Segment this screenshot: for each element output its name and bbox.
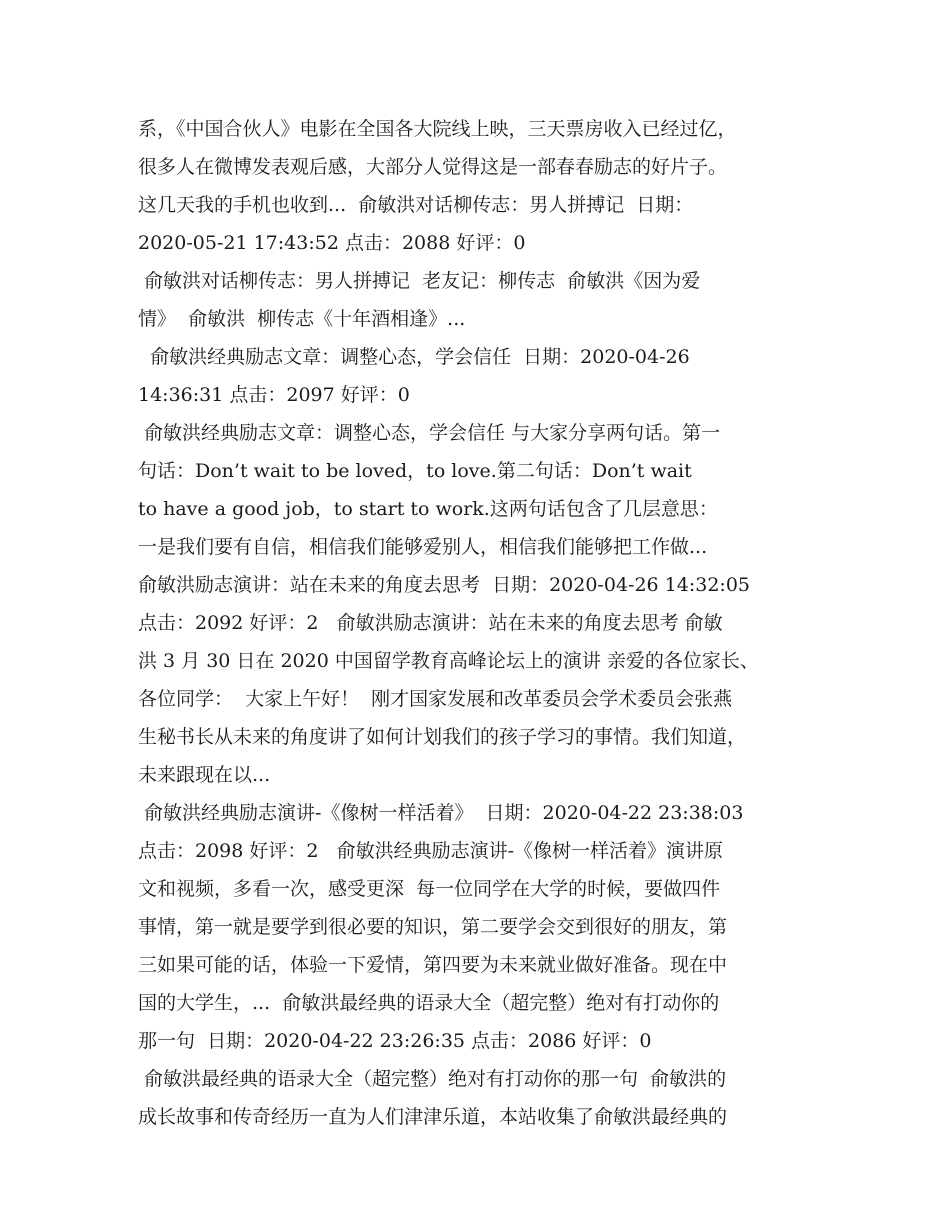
text-line: 国的大学生，... 俞敏洪最经典的语录大全（超完整）绝对有打动你的 xyxy=(138,992,720,1014)
text-line: 情》 俞敏洪 柳传志《十年酒相逢》... xyxy=(138,308,466,330)
text-line: 三如果可能的话，体验一下爱情，第四要为未来就业做好准备。现在中 xyxy=(138,954,728,976)
text-line: 俞敏洪经典励志演讲-《像树一样活着》 日期：2020-04-22 23:38:03 xyxy=(138,802,744,824)
text-line: 这几天我的手机也收到... 俞敏洪对话柳传志：男人拼搏记 日期： xyxy=(138,194,694,216)
text-line: 成长故事和传奇经历一直为人们津津乐道，本站收集了俞敏洪最经典的 xyxy=(138,1106,728,1128)
text-line: 句话：Don’t wait to be loved，to love.第二句话：Don’t wait xyxy=(138,460,692,482)
text-line: 一是我们要有自信，相信我们能够爱别人，相信我们能够把工作做... xyxy=(138,536,708,558)
text-line: 俞敏洪经典励志文章：调整心态，学会信任 日期：2020-04-26 xyxy=(138,346,690,368)
text-line: 生秘书长从未来的角度讲了如何计划我们的孩子学习的事情。我们知道， xyxy=(138,726,747,748)
text-line: 各位同学： 大家上午好！ 刚才国家发展和改革委员会学术委员会张燕 xyxy=(138,688,733,710)
text-line: 俞敏洪经典励志文章：调整心态，学会信任 与大家分享两句话。第一 xyxy=(138,422,721,444)
text-line: 点击：2092 好评：2 俞敏洪励志演讲：站在未来的角度去思考 俞敏 xyxy=(138,612,723,634)
text-line: 俞敏洪励志演讲：站在未来的角度去思考 日期：2020-04-26 14:32:05 xyxy=(138,574,750,596)
text-line: 俞敏洪对话柳传志：男人拼搏记 老友记：柳传志 俞敏洪《因为爱 xyxy=(138,270,701,292)
text-line: 很多人在微博发表观后感，大部分人觉得这是一部春春励志的好片子。 xyxy=(138,156,728,178)
text-line: 那一句 日期：2020-04-22 23:26:35 点击：2086 好评：0 xyxy=(138,1030,652,1052)
text-line: 洪 3 月 30 日在 2020 中国留学教育高峰论坛上的演讲 亲爱的各位家长、 xyxy=(138,650,759,672)
text-line: 14:36:31 点击：2097 好评：0 xyxy=(138,384,410,406)
text-line: 俞敏洪最经典的语录大全（超完整）绝对有打动你的那一句 俞敏洪的 xyxy=(138,1068,727,1090)
text-line: 系，《中国合伙人》电影在全国各大院线上映，三天票房收入已经过亿， xyxy=(138,118,737,140)
text-line: 点击：2098 好评：2 俞敏洪经典励志演讲-《像树一样活着》演讲原 xyxy=(138,840,724,862)
text-line: 事情，第一就是要学到很必要的知识，第二要学会交到很好的朋友，第 xyxy=(138,916,728,938)
text-line: 文和视频，多看一次，感受更深 每一位同学在大学的时候，要做四件 xyxy=(138,878,721,900)
text-line: to have a good job，to start to work.这两句话包含了几层意思： xyxy=(138,498,718,520)
text-line: 未来跟现在以... xyxy=(138,764,271,786)
text-line: 2020-05-21 17:43:52 点击：2088 好评：0 xyxy=(138,232,526,254)
document-body xyxy=(138,110,828,1136)
